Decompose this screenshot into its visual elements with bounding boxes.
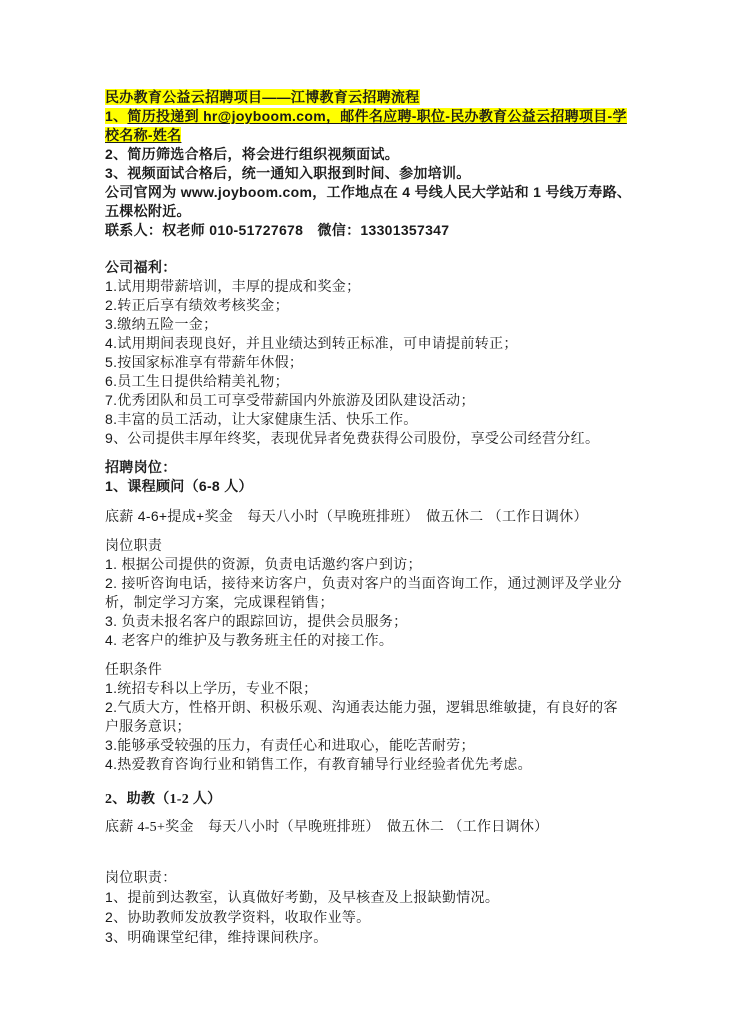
duty-item: 4. 老客户的维护及与教务班主任的对接工作。 bbox=[105, 632, 394, 648]
benefit-item: 9、公司提供丰厚年终奖，表现优异者免费获得公司股份，享受公司经营分红。 bbox=[105, 430, 600, 446]
position-1-salary-line: 底薪 4-6+提成+奖金 每天八小时（早晚班排班） 做五休二 （工作日调休） bbox=[105, 508, 588, 524]
position-2-salary-line bbox=[105, 817, 632, 837]
requirement-item: 4.热爱教育咨询行业和销售工作，有教育辅导行业经验者优先考虑。 bbox=[105, 756, 532, 772]
position-2-section bbox=[105, 790, 632, 947]
benefit-item: 5.按国家标准享有带薪年休假； bbox=[105, 354, 304, 370]
duty-item: 1、提前到达教室，认真做好考勤，及早核查及上报缺勤情况。 bbox=[105, 889, 500, 905]
benefit-item: 3.缴纳五险一金； bbox=[105, 316, 218, 332]
benefit-item: 1.试用期带薪培训，丰厚的提成和奖金； bbox=[105, 278, 361, 294]
position-1-duties-heading: 岗位职责 bbox=[105, 537, 163, 553]
requirement-item: 3.能够承受较强的压力，有责任心和进取心，能吃苦耐劳； bbox=[105, 737, 475, 753]
benefit-item: 6.员工生日提供给精美礼物； bbox=[105, 373, 289, 389]
requirement-item: 2.气质大方，性格开朗、积极乐观、沟通表达能力强，逻辑思维敏捷，有良好的客户服务意识； bbox=[105, 699, 618, 734]
duty-item: 2. 接听咨询电话，接待来访客户，负责对客户的当面咨询工作，通过测评及学业分析，制定学习方案，完成课程销售； bbox=[105, 575, 622, 610]
benefit-item: 4.试用期间表现良好，并且业绩达到转正标准，可申请提前转正； bbox=[105, 335, 518, 351]
apply-step-1 bbox=[105, 107, 632, 145]
duty-item: 1. 根据公司提供的资源，负责电话邀约客户到访； bbox=[105, 556, 422, 572]
duty-item: 2、协助教师发放教学资料，收取作业等。 bbox=[105, 909, 371, 925]
requirement-item: 1.统招专科以上学历，专业不限； bbox=[105, 680, 318, 696]
position-2-duties-block bbox=[105, 867, 632, 947]
position-1-title: 1、课程顾问（6-8 人） bbox=[105, 478, 253, 494]
position-1-section bbox=[105, 477, 632, 774]
positions-heading: 招聘岗位： bbox=[105, 459, 177, 475]
position-1-requirements-heading: 任职条件 bbox=[105, 661, 163, 677]
duty-item: 3、明确课堂纪律，维持课间秩序。 bbox=[105, 929, 328, 945]
benefit-item: 8.丰富的员工活动，让大家健康生活、快乐工作。 bbox=[105, 411, 418, 427]
contact-line: 联系人：权老师 010-51727678 微信：13301357347 bbox=[105, 222, 450, 238]
apply-step-2: 2、简历筛选合格后，将会进行组织视频面试。 bbox=[105, 146, 400, 162]
benefit-item: 7.优秀团队和员工可享受带薪国内外旅游及团队建设活动； bbox=[105, 392, 475, 408]
company-website-line: 公司官网为 www.joyboom.com，工作地点在 4 号线人民大学站和 1 号线万寿路、五棵松附近。 bbox=[105, 184, 632, 219]
apply-step-3: 3、视频面试合格后，统一通知入职报到时间、参加培训。 bbox=[105, 165, 471, 181]
position-2-title: 2、助教（1-2 人） bbox=[105, 792, 222, 807]
duty-item: 3. 负责未报名客户的跟踪回访，提供会员服务； bbox=[105, 613, 408, 629]
benefit-item: 2.转正后享有绩效考核奖金； bbox=[105, 297, 289, 313]
benefits-section bbox=[105, 258, 632, 448]
apply-step-1-number: 1、 bbox=[105, 108, 128, 124]
position-2-duties-heading: 岗位职责： bbox=[105, 869, 177, 885]
intro-section bbox=[105, 88, 632, 240]
position-2-salary-base: 底薪 4-5+奖金 bbox=[105, 820, 194, 835]
doc-title bbox=[105, 88, 632, 107]
doc-title-highlight: 民办教育公益云招聘项目——江博教育云招聘流程 bbox=[105, 89, 420, 105]
position-1-requirements-list bbox=[105, 679, 632, 774]
position-2-duties-list bbox=[105, 887, 632, 947]
apply-step-1-highlight bbox=[105, 108, 627, 143]
apply-step-1-email-text: 简历投递到 hr@joyboom.com，邮件名应聘-职位-民办教育公益云招聘项目-学校名称-姓名 bbox=[105, 108, 627, 143]
position-1-duties-list bbox=[105, 555, 632, 650]
position-2-salary-schedule: 每天八小时（早晚班排班） 做五休二 （工作日调休） bbox=[193, 818, 549, 834]
benefits-heading: 公司福利： bbox=[105, 259, 177, 275]
benefits-list bbox=[105, 277, 632, 448]
